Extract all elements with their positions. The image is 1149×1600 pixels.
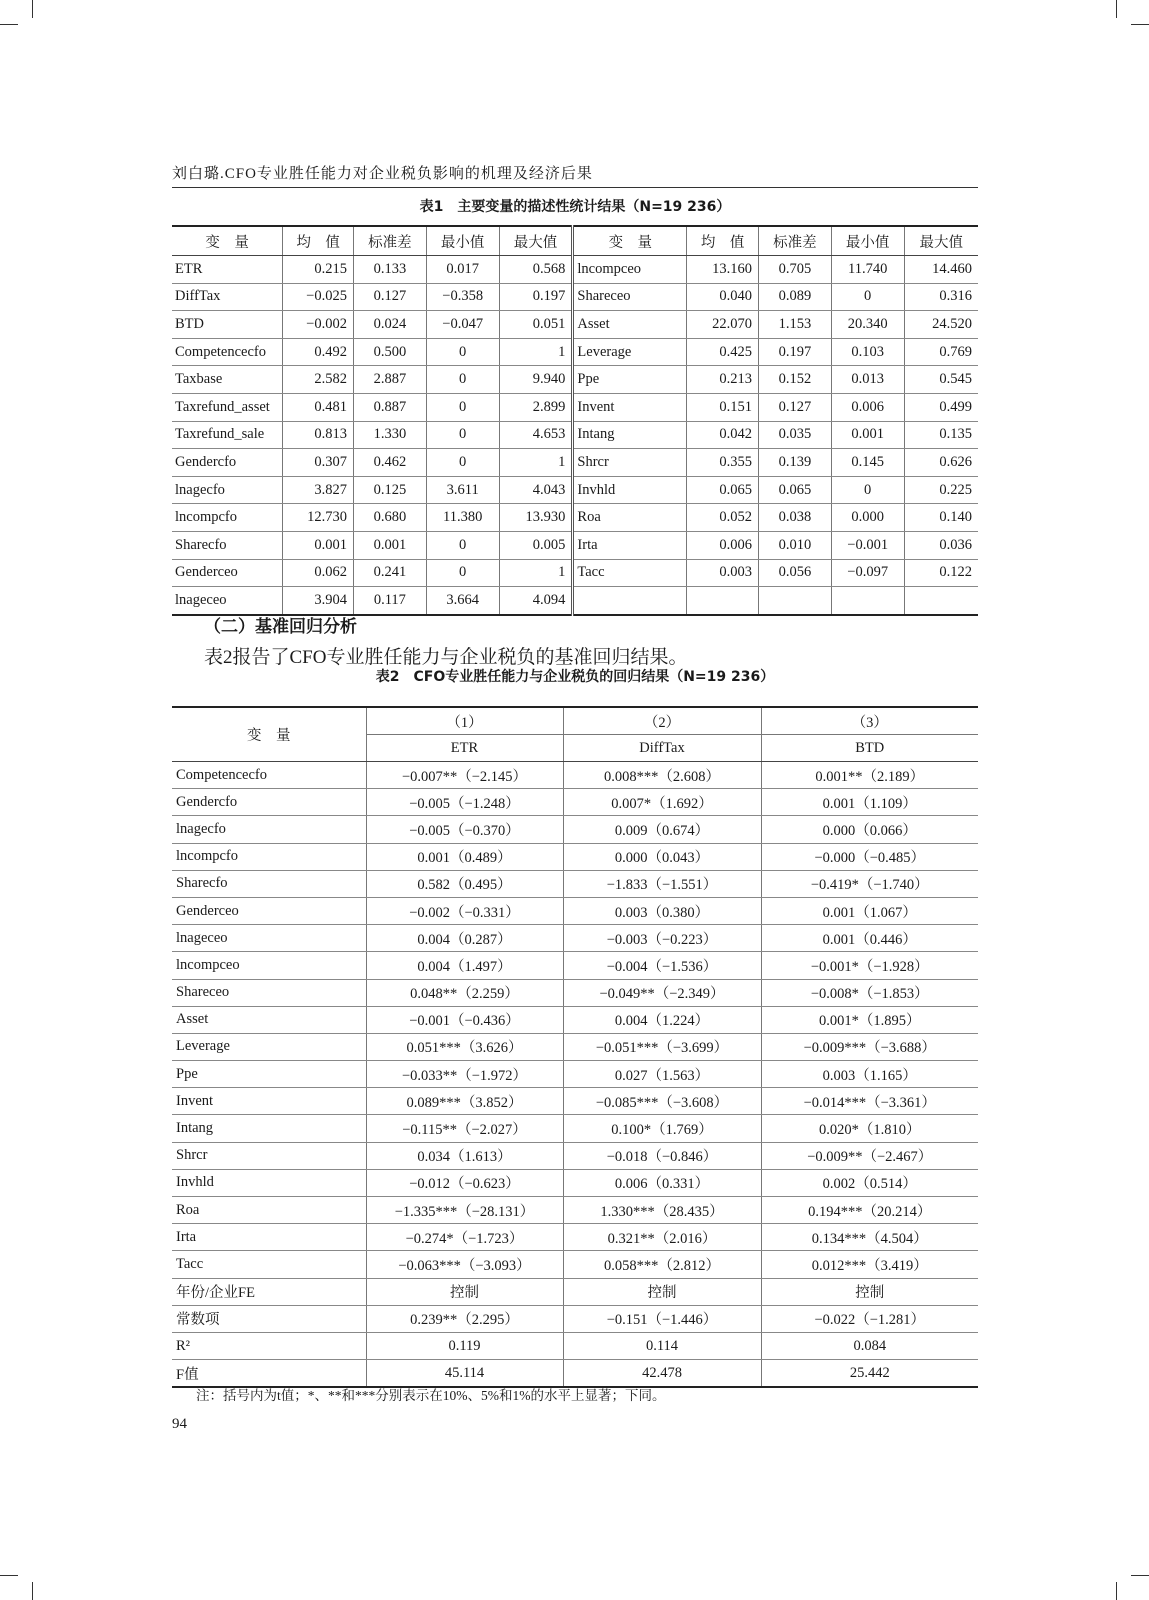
table-cell: Invent bbox=[573, 393, 687, 421]
table-cell: 0.000（0.043） bbox=[563, 843, 761, 870]
table-cell: 0.065 bbox=[758, 476, 831, 504]
table-cell bbox=[687, 587, 759, 615]
table-cell: 0.040 bbox=[687, 283, 759, 311]
row-variable: lncompcfo bbox=[172, 843, 366, 870]
table-row bbox=[172, 1006, 978, 1033]
row-variable: 年份/企业FE bbox=[172, 1278, 366, 1305]
row-variable: Shrcr bbox=[172, 1142, 366, 1169]
row-variable: Invhld bbox=[172, 1169, 366, 1196]
table-cell: 11.740 bbox=[831, 256, 904, 284]
table-cell: lnagecfo bbox=[172, 476, 283, 504]
table-cell: 0.151 bbox=[687, 393, 759, 421]
table-cell: 0.017 bbox=[426, 256, 499, 284]
table-cell: −0.358 bbox=[426, 283, 499, 311]
table-row bbox=[172, 338, 978, 366]
row-variable: Invent bbox=[172, 1088, 366, 1115]
table-cell: 0.089***（3.852） bbox=[366, 1088, 563, 1115]
table2-header-row-1 bbox=[172, 707, 978, 735]
table-row bbox=[172, 1251, 978, 1278]
table-row bbox=[172, 393, 978, 421]
table-cell: 0.048**（2.259） bbox=[366, 979, 563, 1006]
table-cell: Shrcr bbox=[573, 449, 687, 477]
table-cell: 0.056 bbox=[758, 559, 831, 587]
table-cell: 0 bbox=[831, 283, 904, 311]
table-cell: Roa bbox=[573, 504, 687, 532]
table-cell: −0.001 bbox=[831, 531, 904, 559]
table-cell: 22.070 bbox=[687, 311, 759, 339]
table-cell: −0.022（−1.281） bbox=[761, 1305, 978, 1332]
table-row bbox=[172, 1033, 978, 1060]
table-cell: 0.004（0.287） bbox=[366, 925, 563, 952]
table-cell: −0.001（−0.436） bbox=[366, 1006, 563, 1033]
table-cell: −0.097 bbox=[831, 559, 904, 587]
table-row bbox=[172, 1088, 978, 1115]
table-cell: 0.002（0.514） bbox=[761, 1169, 978, 1196]
table-cell: Intang bbox=[573, 421, 687, 449]
table-cell: −0.014***（−3.361） bbox=[761, 1088, 978, 1115]
table-cell: 0.355 bbox=[687, 449, 759, 477]
table-row bbox=[172, 952, 978, 979]
table-cell: 0.001 bbox=[831, 421, 904, 449]
table-cell: 0.004（1.497） bbox=[366, 952, 563, 979]
table-cell: −0.033**（−1.972） bbox=[366, 1061, 563, 1088]
table-cell: 0.139 bbox=[758, 449, 831, 477]
table-cell: 20.340 bbox=[831, 311, 904, 339]
table-cell: 11.380 bbox=[426, 504, 499, 532]
table-cell: 0.036 bbox=[904, 531, 978, 559]
table-cell: 0.239**（2.295） bbox=[366, 1305, 563, 1332]
table-cell: −0.000（−0.485） bbox=[761, 843, 978, 870]
table-cell: 0.004（1.224） bbox=[563, 1006, 761, 1033]
table-cell: 0.006（0.331） bbox=[563, 1169, 761, 1196]
table-cell: −0.004（−1.536） bbox=[563, 952, 761, 979]
table-cell: 0.062 bbox=[283, 559, 354, 587]
table-cell: 0.042 bbox=[687, 421, 759, 449]
table-row bbox=[172, 504, 978, 532]
table1-col-header: 均 值 bbox=[283, 226, 354, 256]
table-cell bbox=[904, 587, 978, 615]
table-cell: 0.006 bbox=[687, 531, 759, 559]
table-cell: 0.020*（1.810） bbox=[761, 1115, 978, 1142]
table1-col-header: 变 量 bbox=[573, 226, 687, 256]
table-cell: 0.122 bbox=[904, 559, 978, 587]
table-cell: −0.115**（−2.027） bbox=[366, 1115, 563, 1142]
table-cell: 0.626 bbox=[904, 449, 978, 477]
table-cell: 0.125 bbox=[353, 476, 426, 504]
table-cell: 0.100*（1.769） bbox=[563, 1115, 761, 1142]
table-cell: 1.330***（28.435） bbox=[563, 1197, 761, 1224]
table-cell: 0.103 bbox=[831, 338, 904, 366]
table-cell: 0 bbox=[426, 559, 499, 587]
table-cell: Taxbase bbox=[172, 366, 283, 394]
row-variable: Competencecfo bbox=[172, 762, 366, 789]
table-cell: 0.003（0.380） bbox=[563, 897, 761, 924]
col-number: （1） bbox=[366, 707, 563, 735]
table-cell: 3.611 bbox=[426, 476, 499, 504]
table-cell: 0.117 bbox=[353, 587, 426, 615]
table-cell: 0.152 bbox=[758, 366, 831, 394]
table-cell: 0.012***（3.419） bbox=[761, 1251, 978, 1278]
col-name: DiffTax bbox=[563, 735, 761, 762]
table-row bbox=[172, 476, 978, 504]
table-cell: −0.047 bbox=[426, 311, 499, 339]
table-cell: 0.114 bbox=[563, 1332, 761, 1359]
table-cell: 3.904 bbox=[283, 587, 354, 615]
table-cell: −0.005（−0.370） bbox=[366, 816, 563, 843]
table-cell: −0.003（−0.223） bbox=[563, 925, 761, 952]
table-cell: 0.133 bbox=[353, 256, 426, 284]
row-variable: 常数项 bbox=[172, 1305, 366, 1332]
table1-caption: 表1 主要变量的描述性统计结果（N=19 236） bbox=[419, 199, 731, 215]
table-cell: 0.499 bbox=[904, 393, 978, 421]
table-cell: 4.094 bbox=[499, 587, 573, 615]
table-row bbox=[172, 283, 978, 311]
row-variable: Irta bbox=[172, 1224, 366, 1251]
table-row bbox=[172, 1332, 978, 1359]
table-row bbox=[172, 531, 978, 559]
table-cell: 0 bbox=[426, 366, 499, 394]
table-cell: 13.930 bbox=[499, 504, 573, 532]
table-cell: 4.653 bbox=[499, 421, 573, 449]
row-variable: Tacc bbox=[172, 1251, 366, 1278]
table-cell: 0 bbox=[426, 393, 499, 421]
table-cell: 0.127 bbox=[353, 283, 426, 311]
table-row bbox=[172, 1224, 978, 1251]
crop-mark bbox=[0, 1575, 18, 1576]
section-title: （二）基准回归分析 bbox=[204, 617, 357, 637]
table-cell: −0.002（−0.331） bbox=[366, 897, 563, 924]
table-cell: DiffTax bbox=[172, 283, 283, 311]
table-cell: 0.135 bbox=[904, 421, 978, 449]
table-cell: 0.065 bbox=[687, 476, 759, 504]
table-cell: Gendercfo bbox=[172, 449, 283, 477]
table-cell: 0.034（1.613） bbox=[366, 1142, 563, 1169]
table-cell: 0.084 bbox=[761, 1332, 978, 1359]
table-cell: 0.052 bbox=[687, 504, 759, 532]
table-cell: 0 bbox=[426, 531, 499, 559]
table-cell: 45.114 bbox=[366, 1360, 563, 1388]
table-row bbox=[172, 816, 978, 843]
table-cell: 0.006 bbox=[831, 393, 904, 421]
table-cell: 1.153 bbox=[758, 311, 831, 339]
table-cell: 0.213 bbox=[687, 366, 759, 394]
table-cell: 0.007*（1.692） bbox=[563, 789, 761, 816]
row-variable: R² bbox=[172, 1332, 366, 1359]
table-cell: Shareceo bbox=[573, 283, 687, 311]
table-cell: 0.003 bbox=[687, 559, 759, 587]
table-cell: −0.009***（−3.688） bbox=[761, 1033, 978, 1060]
table-cell: 2.899 bbox=[499, 393, 573, 421]
table-row bbox=[172, 1278, 978, 1305]
table-cell: 0.241 bbox=[353, 559, 426, 587]
body-paragraph: 表2报告了CFO专业胜任能力与企业税负的基准回归结果。 bbox=[204, 647, 688, 668]
table-cell: −0.063***（−3.093） bbox=[366, 1251, 563, 1278]
table-cell: 0.038 bbox=[758, 504, 831, 532]
table-cell: 42.478 bbox=[563, 1360, 761, 1388]
row-variable: Intang bbox=[172, 1115, 366, 1142]
table-cell: 4.043 bbox=[499, 476, 573, 504]
table-row bbox=[172, 870, 978, 897]
table-cell: 0.140 bbox=[904, 504, 978, 532]
table-cell: lnageceo bbox=[175, 591, 227, 608]
table-cell: Taxrefund_sale bbox=[172, 421, 283, 449]
table-cell: 0.001（1.109） bbox=[761, 789, 978, 816]
table-cell: −0.002 bbox=[283, 311, 354, 339]
table-cell: 0.500 bbox=[353, 338, 426, 366]
table-cell: 0.000 bbox=[831, 504, 904, 532]
table-cell: 0.001*（1.895） bbox=[761, 1006, 978, 1033]
table-cell: 0.492 bbox=[283, 338, 354, 366]
table-cell: −0.274*（−1.723） bbox=[366, 1224, 563, 1251]
descriptive-stats-table bbox=[172, 225, 978, 616]
table-cell: 0.705 bbox=[758, 256, 831, 284]
table-cell: Competencecfo bbox=[172, 338, 283, 366]
table-cell: 0.008***（2.608） bbox=[563, 762, 761, 789]
table-cell: 0.001（1.067） bbox=[761, 897, 978, 924]
table-cell: 1 bbox=[499, 449, 573, 477]
table-cell: 3.664 bbox=[426, 587, 499, 615]
table1-col-header: 均 值 bbox=[687, 226, 759, 256]
table-cell: 0.089 bbox=[758, 283, 831, 311]
table-cell: 0.680 bbox=[353, 504, 426, 532]
table-cell: Irta bbox=[573, 531, 687, 559]
row-variable: lncompceo bbox=[172, 952, 366, 979]
page-number: 94 bbox=[172, 1416, 187, 1432]
table-cell: 0.215 bbox=[283, 256, 354, 284]
table-cell: 0.225 bbox=[904, 476, 978, 504]
table-row bbox=[172, 1061, 978, 1088]
table-cell: 0.058***（2.812） bbox=[563, 1251, 761, 1278]
table-cell: 0.000（0.066） bbox=[761, 816, 978, 843]
table-row bbox=[172, 256, 978, 284]
crop-mark bbox=[1116, 1582, 1117, 1600]
table-cell: 0.001**（2.189） bbox=[761, 762, 978, 789]
table-cell: 1.330 bbox=[353, 421, 426, 449]
table-cell: 0 bbox=[426, 421, 499, 449]
table-cell: 0.887 bbox=[353, 393, 426, 421]
row-variable: F值 bbox=[176, 1366, 199, 1383]
table1-col-header: 最小值 bbox=[831, 226, 904, 256]
table-cell: Tacc bbox=[573, 559, 687, 587]
table-row bbox=[172, 925, 978, 952]
table-row bbox=[172, 1115, 978, 1142]
table-cell: 0.035 bbox=[758, 421, 831, 449]
table-cell: 0 bbox=[426, 449, 499, 477]
col-number: （3） bbox=[761, 707, 978, 735]
table-cell: −0.151（−1.446） bbox=[563, 1305, 761, 1332]
table-cell: −1.335***（−28.131） bbox=[366, 1197, 563, 1224]
table-row bbox=[172, 789, 978, 816]
col-number: （2） bbox=[563, 707, 761, 735]
table-cell: −0.085***（−3.608） bbox=[563, 1088, 761, 1115]
crop-mark bbox=[1131, 1575, 1149, 1576]
table-cell: 2.582 bbox=[283, 366, 354, 394]
table-cell: 0.316 bbox=[904, 283, 978, 311]
table-cell: −0.012（−0.623） bbox=[366, 1169, 563, 1196]
table-cell: −0.419*（−1.740） bbox=[761, 870, 978, 897]
table-cell: 0.127 bbox=[758, 393, 831, 421]
table-cell: 0.051***（3.626） bbox=[366, 1033, 563, 1060]
table-cell: 0.001 bbox=[353, 531, 426, 559]
crop-mark bbox=[0, 24, 18, 25]
table-cell: −0.051***（−3.699） bbox=[563, 1033, 761, 1060]
table2-var-header: 变 量 bbox=[172, 707, 366, 762]
table-cell: 3.827 bbox=[283, 476, 354, 504]
table-cell: 0.545 bbox=[904, 366, 978, 394]
table-cell: 控制 bbox=[366, 1278, 563, 1305]
row-variable: lnagecfo bbox=[172, 816, 366, 843]
table-row bbox=[172, 979, 978, 1006]
table-cell: Taxrefund_asset bbox=[172, 393, 283, 421]
row-variable: Sharecfo bbox=[172, 870, 366, 897]
table-row bbox=[172, 559, 978, 587]
table-row bbox=[172, 843, 978, 870]
table-cell: 0.481 bbox=[283, 393, 354, 421]
table-cell: 0.010 bbox=[758, 531, 831, 559]
table-cell: −0.001*（−1.928） bbox=[761, 952, 978, 979]
table-cell bbox=[758, 587, 831, 615]
table-cell: 0 bbox=[426, 338, 499, 366]
table-note: 注：括号内为t值；*、**和***分别表示在10%、5%和1%的水平上显著；下同。 bbox=[196, 1388, 666, 1403]
table-cell: Genderceo bbox=[172, 559, 283, 587]
table-cell: Invhld bbox=[573, 476, 687, 504]
table-cell: 25.442 bbox=[761, 1360, 978, 1388]
running-head: 刘白璐.CFO专业胜任能力对企业税负影响的机理及经济后果 bbox=[172, 162, 978, 188]
table-cell: 24.520 bbox=[904, 311, 978, 339]
table-row bbox=[172, 1197, 978, 1224]
table-row bbox=[172, 311, 978, 339]
table-cell: 0.568 bbox=[499, 256, 573, 284]
table-cell: 0.194***（20.214） bbox=[761, 1197, 978, 1224]
table-row bbox=[172, 762, 978, 789]
row-variable: Asset bbox=[172, 1006, 366, 1033]
table-row bbox=[172, 1142, 978, 1169]
table-cell: −0.025 bbox=[283, 283, 354, 311]
table-row bbox=[172, 449, 978, 477]
table-cell: −0.049**（−2.349） bbox=[563, 979, 761, 1006]
table-row bbox=[172, 1169, 978, 1196]
row-variable: Roa bbox=[172, 1197, 366, 1224]
crop-mark bbox=[1116, 0, 1117, 18]
table-cell: 0.462 bbox=[353, 449, 426, 477]
table-cell: BTD bbox=[172, 311, 283, 339]
table-cell: −0.008*（−1.853） bbox=[761, 979, 978, 1006]
row-variable: Ppe bbox=[172, 1061, 366, 1088]
row-variable: Shareceo bbox=[172, 979, 366, 1006]
table1-col-header: 标准差 bbox=[353, 226, 426, 256]
table-cell: 13.160 bbox=[687, 256, 759, 284]
table-cell: lncompcfo bbox=[172, 504, 283, 532]
table-cell: −1.833（−1.551） bbox=[563, 870, 761, 897]
table-cell: Ppe bbox=[573, 366, 687, 394]
table1-header-row bbox=[172, 226, 978, 256]
table-cell: 0 bbox=[831, 476, 904, 504]
table-cell bbox=[831, 587, 904, 615]
table-row bbox=[172, 1305, 978, 1332]
table-cell: −0.018（−0.846） bbox=[563, 1142, 761, 1169]
table-cell: Asset bbox=[573, 311, 687, 339]
table-cell: lncompceo bbox=[573, 256, 687, 284]
table-cell: 0.003（1.165） bbox=[761, 1061, 978, 1088]
col-name: ETR bbox=[366, 735, 563, 762]
table-cell: Leverage bbox=[573, 338, 687, 366]
table-cell: −0.007**（−2.145） bbox=[366, 762, 563, 789]
table-cell: 0.009（0.674） bbox=[563, 816, 761, 843]
table1-col-header: 标准差 bbox=[758, 226, 831, 256]
table-cell: ETR bbox=[172, 256, 283, 284]
regression-table bbox=[172, 706, 978, 1388]
table-cell bbox=[573, 587, 687, 615]
table-cell: 0.145 bbox=[831, 449, 904, 477]
table-cell: 14.460 bbox=[904, 256, 978, 284]
col-name: BTD bbox=[761, 735, 978, 762]
table1-col-header: 变 量 bbox=[172, 226, 283, 256]
table-cell: 2.887 bbox=[353, 366, 426, 394]
table-cell: 控制 bbox=[563, 1278, 761, 1305]
table-cell: 0.582（0.495） bbox=[366, 870, 563, 897]
table-cell: Sharecfo bbox=[172, 531, 283, 559]
table-cell: 0.197 bbox=[758, 338, 831, 366]
table1-col-header: 最大值 bbox=[499, 226, 573, 256]
table-cell: 0.013 bbox=[831, 366, 904, 394]
table-row bbox=[172, 587, 978, 615]
table-cell: 0.813 bbox=[283, 421, 354, 449]
table-row bbox=[172, 897, 978, 924]
row-variable: Genderceo bbox=[172, 897, 366, 924]
table-cell: 控制 bbox=[761, 1278, 978, 1305]
table-row bbox=[172, 366, 978, 394]
row-variable: Gendercfo bbox=[172, 789, 366, 816]
table-cell: 0.769 bbox=[904, 338, 978, 366]
table2-caption: 表2 CFO专业胜任能力与企业税负的回归结果（N=19 236） bbox=[375, 669, 775, 685]
table-cell: 0.024 bbox=[353, 311, 426, 339]
table-cell: 0.197 bbox=[499, 283, 573, 311]
table-cell: 0.321**（2.016） bbox=[563, 1224, 761, 1251]
crop-mark bbox=[32, 0, 33, 18]
table-cell: 12.730 bbox=[283, 504, 354, 532]
table-cell: 0.001（0.446） bbox=[761, 925, 978, 952]
table-cell: −0.009**（−2.467） bbox=[761, 1142, 978, 1169]
table-cell: 0.134***（4.504） bbox=[761, 1224, 978, 1251]
table-cell: 1 bbox=[499, 559, 573, 587]
table1-col-header: 最大值 bbox=[904, 226, 978, 256]
table-cell: 0.001（0.489） bbox=[366, 843, 563, 870]
table1-col-header: 最小值 bbox=[426, 226, 499, 256]
row-variable: Leverage bbox=[172, 1033, 366, 1060]
table-cell: 0.001 bbox=[283, 531, 354, 559]
crop-mark bbox=[32, 1582, 33, 1600]
table-cell: 1 bbox=[499, 338, 573, 366]
table-cell: 9.940 bbox=[499, 366, 573, 394]
crop-mark bbox=[1131, 24, 1149, 25]
table-row bbox=[172, 421, 978, 449]
table-cell: 0.119 bbox=[366, 1332, 563, 1359]
table-cell: 0.051 bbox=[499, 311, 573, 339]
table-cell: 0.027（1.563） bbox=[563, 1061, 761, 1088]
table-cell: 0.425 bbox=[687, 338, 759, 366]
row-variable: lnageceo bbox=[172, 925, 366, 952]
table-cell: −0.005（−1.248） bbox=[366, 789, 563, 816]
table-cell: 0.307 bbox=[283, 449, 354, 477]
table-cell: 0.005 bbox=[499, 531, 573, 559]
